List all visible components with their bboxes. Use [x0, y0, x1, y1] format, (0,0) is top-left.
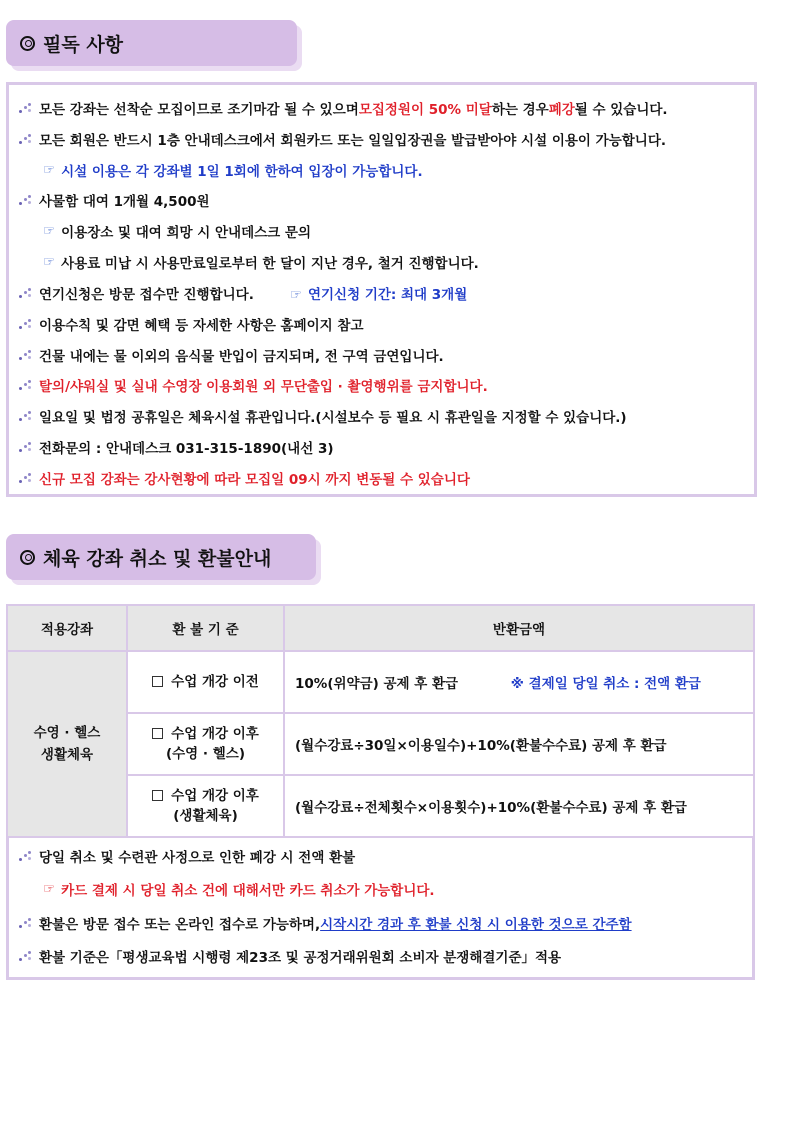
checkbox-icon [152, 676, 163, 687]
dots-bullet-icon [19, 410, 33, 422]
dots-bullet-icon [19, 472, 33, 484]
deemed-used-note: 시작시간 경과 후 환불 신청 시 이용한 것으로 간주함 [320, 917, 632, 933]
section-header-refund [6, 534, 316, 580]
notice-subline: ☞ 이용장소 및 대여 희망 시 안내데스크 문의 [43, 223, 312, 241]
table-row [7, 651, 754, 713]
table-header: 환 불 기 준 [127, 605, 284, 651]
notice-line: 신규 모집 강좌는 강사현황에 따라 모집일 09시 까지 변동될 수 있습니다 [19, 468, 470, 488]
checkbox-icon [152, 728, 163, 739]
section-title: 필독 사항 [43, 33, 124, 56]
notice-line: 모든 회원은 반드시 1층 안내데스크에서 회원카드 또는 일일입장권을 발급받아야 시설 이용이 가능합니다. [19, 129, 666, 149]
double-circle-icon [20, 550, 35, 565]
dots-bullet-icon [19, 102, 33, 114]
double-circle-icon [20, 36, 35, 51]
notice-line: 사물함 대여 1개월 4,500원 [19, 190, 210, 210]
refund-notes-box [6, 836, 755, 980]
dots-bullet-icon [19, 349, 33, 361]
dots-bullet-icon [19, 194, 33, 206]
dots-bullet-icon [19, 441, 33, 453]
criteria-cell: 수업 개강 이후 (생활체육) [127, 775, 284, 837]
notice-subline: ☞ 사용료 미납 시 사용만료일로부터 한 달이 지난 경우, 철거 진행합니다. [43, 254, 479, 272]
dots-bullet-icon [19, 287, 33, 299]
dots-bullet-icon [19, 133, 33, 145]
refund-line: 환불은 방문 접수 또는 온라인 접수로 가능하며, 시작시간 경과 후 환불 신청 시 이용한 것으로 간주함 [19, 913, 632, 933]
pointing-hand-icon: ☞ [43, 223, 56, 239]
section-title: 체육 강좌 취소 및 환불안내 [43, 547, 272, 570]
pointing-hand-icon: ☞ [289, 287, 302, 303]
criteria-cell: 수업 개강 이전 [127, 651, 284, 713]
notice-line: 일요일 및 법정 공휴일은 체육시설 휴관입니다.(시설보수 등 필요 시 휴관일을 지정할 수 있습니다.) [19, 406, 627, 426]
pointing-hand-icon: ☞ [43, 162, 56, 178]
highlight-text: 폐강 [548, 102, 575, 118]
dots-bullet-icon [19, 379, 33, 391]
table-header: 적용강좌 [7, 605, 127, 651]
notice-line: 이용수칙 및 감면 혜택 등 자세한 사항은 홈페이지 참고 [19, 314, 364, 334]
dots-bullet-icon [19, 318, 33, 330]
notice-line: 연기신청은 방문 접수만 진행합니다. ☞ 연기신청 기간: 최대 3개월 [19, 283, 467, 303]
refund-line: 환불 기준은「평생교육법 시행령 제23조 및 공정거래위원회 소비자 분쟁해결기준」적용 [19, 946, 561, 966]
same-day-note: ※ 결제일 당일 취소 : 전액 환급 [510, 676, 701, 692]
refund-line: 당일 취소 및 수련관 사정으로 인한 폐강 시 전액 환불 [19, 846, 355, 866]
criteria-cell: 수업 개강 이후 (수영 · 헬스) [127, 713, 284, 775]
amount-cell: (월수강료÷전체횟수×이용횟수)+10%(환불수수료) 공제 후 환급 [284, 775, 754, 837]
notice-subline: ☞ 시설 이용은 각 강좌별 1일 1회에 한하여 입장이 가능합니다. [43, 162, 423, 180]
course-cell: 수영 · 헬스 생활체육 [7, 651, 127, 837]
pointing-hand-icon: ☞ [43, 254, 56, 270]
notice-box [6, 82, 757, 497]
amount-cell: 10%(위약금) 공제 후 환급 ※ 결제일 당일 취소 : 전액 환급 [284, 651, 754, 713]
dots-bullet-icon [19, 917, 33, 929]
section-header-notice [6, 20, 297, 66]
dots-bullet-icon [19, 850, 33, 862]
table-header-row [7, 605, 754, 651]
table-header: 반환금액 [284, 605, 754, 651]
refund-subline: ☞ 카드 결제 시 당일 취소 건에 대해서만 카드 취소가 가능합니다. [43, 881, 435, 899]
dots-bullet-icon [19, 950, 33, 962]
pointing-hand-icon: ☞ [43, 881, 56, 897]
extension-note: ☞ 연기신청 기간: 최대 3개월 [289, 287, 468, 303]
notice-line: 건물 내에는 물 이외의 음식물 반입이 금지되며, 전 구역 금연입니다. [19, 345, 444, 365]
highlight-text: 모집정원이 50% 미달 [358, 102, 492, 118]
amount-cell: (월수강료÷30일×이용일수)+10%(환불수수료) 공제 후 환급 [284, 713, 754, 775]
notice-line: 탈의/샤워실 및 실내 수영장 이용회원 외 무단출입 · 촬영행위를 금지합니다. [19, 375, 488, 395]
notice-line: 모든 강좌는 선착순 모집이므로 조기마감 될 수 있으며 모집정원이 50% 미달 하는 경우 폐강 될 수 있습니다. [19, 98, 668, 118]
notice-line: 전화문의 : 안내데스크 031-315-1890(내선 3) [19, 437, 334, 457]
refund-table [6, 604, 755, 838]
checkbox-icon [152, 790, 163, 801]
